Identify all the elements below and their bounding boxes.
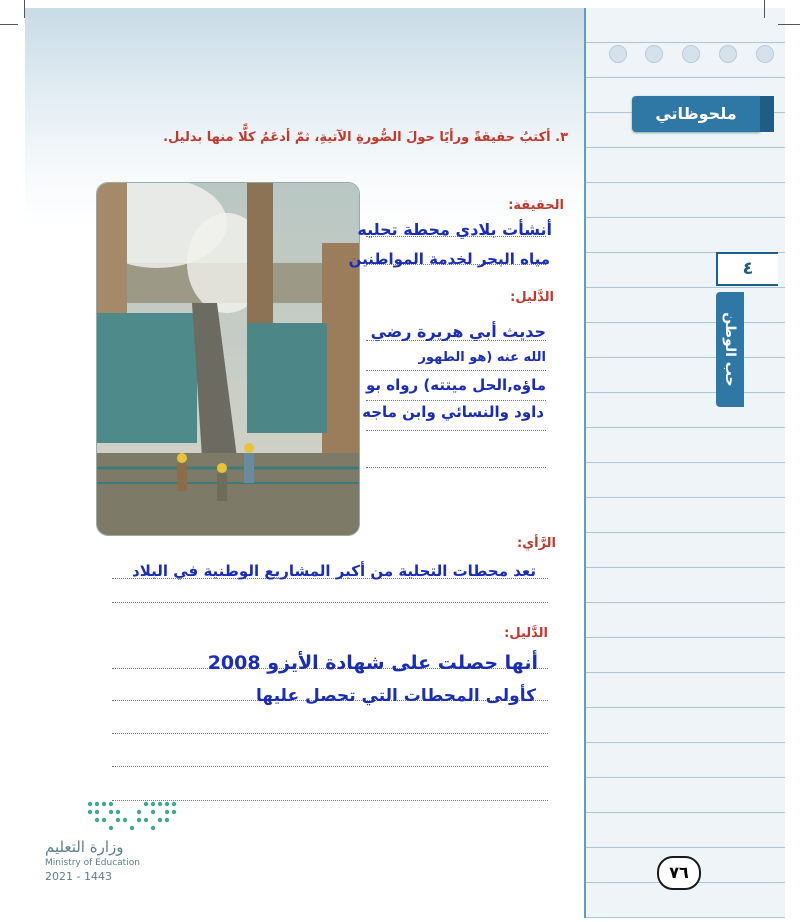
answer-line (366, 370, 546, 371)
binder-ring (756, 45, 774, 63)
opinion-label: الرَّأي: (517, 536, 556, 551)
opinion-evidence-label: الدَّليل: (504, 626, 548, 641)
ministry-logo-icon (86, 800, 178, 836)
binder-ring (682, 45, 700, 63)
opinion-answer: تعد محطات التحلية من أكبر المشاريع الوطنية في البلاد (132, 562, 536, 580)
crop-mark (764, 0, 765, 18)
question-text: ٣. أكتبُ حقيقةً ورأيًا حولَ الصُّورةِ الآتيةِ، ثمّ أدعَمُ كلًّا منها بدليل. (163, 130, 568, 145)
fact-answer-line-2: مياه البحر لخدمة المواطنين (348, 250, 550, 268)
evidence-answer-line-3: ماؤه,الحل ميتته) رواه بو (365, 376, 546, 394)
evidence-answer-line-2: الله عنه (هو الطهور (418, 350, 546, 365)
binder-ring (609, 45, 627, 63)
notes-column (585, 8, 785, 918)
ministry-name-ar: وزارة التعليم (45, 838, 124, 856)
ministry-name-en: Ministry of Education (45, 858, 140, 868)
fact-answer-line-1: أنشأت بلادي محطة تحليه (357, 220, 552, 239)
binder-ring (719, 45, 737, 63)
binder-ring (645, 45, 663, 63)
notes-tab: ملحوظاتي (632, 96, 760, 132)
answer-line (366, 430, 546, 431)
crop-mark (24, 0, 25, 18)
crop-mark (778, 24, 800, 25)
answer-line (366, 467, 546, 468)
answer-line (112, 766, 548, 767)
fact-evidence-label: الدَّليل: (510, 290, 554, 305)
answer-line (112, 733, 548, 734)
unit-number: ٤ (716, 252, 778, 286)
unit-tab (716, 292, 744, 407)
fact-label: الحقيقة: (508, 198, 564, 213)
opinion-evidence-answer-line-2: كأولى المحطات التي تحصل عليها (256, 686, 536, 706)
unit-title: حب الوطن (722, 312, 738, 387)
evidence-answer-line-4: داود والنسائي وابن ماجه (362, 403, 544, 421)
desalination-plant-photo (96, 182, 360, 536)
crop-mark (0, 24, 18, 25)
opinion-evidence-answer-line-1: أنها حصلت على شهادة الأيزو 2008 (207, 652, 538, 674)
page-number: ٧٦ (657, 856, 701, 890)
notes-tab-fold (760, 96, 774, 132)
notes-separator (584, 8, 586, 918)
answer-line (112, 602, 548, 603)
evidence-answer-line-1: حديث أبي هريرة رضي (370, 322, 546, 341)
answer-line (366, 400, 546, 401)
ministry-year: 2021 - 1443 (45, 870, 112, 883)
